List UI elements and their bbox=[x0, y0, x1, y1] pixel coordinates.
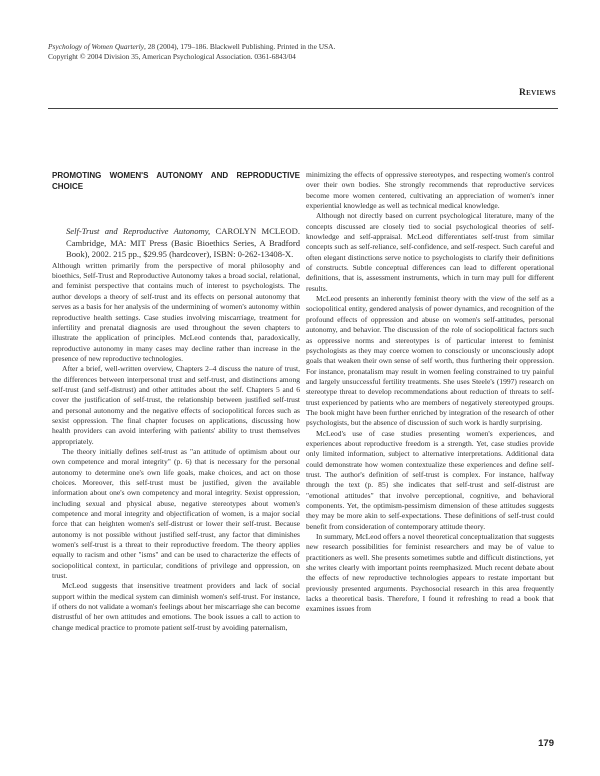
book-details: CAROLYN MCLEOD. Cambridge, MA: MIT Press (Basic Bioethics Series, A Bradford Book), 2002. 215 pp., $29.95 (hardcover), ISBN: 0-262-13408-X. bbox=[66, 226, 300, 260]
paragraph: minimizing the effects of oppressive stereotypes, and respecting women's control over their own bodies. She strongly recommends that reproductive services become more women centered, cultivating an appreciation of women's inner experiential knowledge as well as technical medical knowledge. bbox=[306, 170, 554, 211]
paragraph: The theory initially defines self-trust as "an attitude of optimism about our own competence and moral integrity" (p. 6) that is necessary for the personal autonomy to determine one's own life goals, make choices, and act on those choices. Moreover, this self-trust must be justified, given the available information about one's own competency and moral integrity. Sexist oppression, including sexual and physical abuse, negative stereotypes about women's competence and moral integrity and objectification of women, is a major social force that can heighten women's self-distrust or lower their self-trust. Because autonomy is not possible without justified self-trust, any factor that diminishes women's self-trust is a threat to their reproductive freedom. The theory applies equally to racism and other "isms" and can be used to characterize the effects of sociopolitical context, in particular, conditions of privilege and oppression, on trust. bbox=[52, 446, 300, 581]
paragraph: Although written primarily from the perspective of moral philosophy and bioethics, Self-Trust and Reproductive Autonomy takes a broad social, relational, and feminist perspective that contains much of interest to psychologists. The author develops a theory of self-trust and its effects on personal autonomy that serves as a basis for her analysis of the undermining of women's autonomy within reproductive health settings. Case studies involving miscarriage, treatment for infertility and prenatal diagnosis are used throughout the seven chapters to illustrate the application of principles. McLeod contends that, paradoxically, reproductive autonomy in many cases may decline rather than increase in the presence of new reproductive technologies. bbox=[52, 260, 300, 363]
book-reference bbox=[52, 226, 300, 261]
paragraph: Although not directly based on current psychological literature, many of the concepts discussed are closely tied to social psychological theories of self-knowledge and self-appraisal. McLeod differentiates self-trust from similar concepts such as self-reliance, self-confidence, and self-respect. Such careful and often elegant distinctions serve notice to psychologists to clarify their definitions of constructs. Subtle conceptual differences can lead to different operational definitions, that is, assessment instruments, which in turn may pull for different results. bbox=[306, 211, 554, 293]
article-title: PROMOTING WOMEN'S AUTONOMY AND REPRODUCTIVE CHOICE bbox=[52, 171, 300, 191]
paragraph: McLeod presents an inherently feminist theory with the view of the self as a sociopolitical entity, gendered analysis of power dynamics, and recognition of the profound effects of oppression and abuse on women's self-attitudes, personal autonomy, and behavior. The discussion of the role of sociopolitical factors such as oppressive norms and stereotypes is of particular interest to feminist psychologists as they may coerce women to consciously or unconsciously adopt goals that weaken their own sense of self worth, thus furthering their oppression. For instance, pronatalism may result in women feeling constrained to try painful and largely unsuccessful fertility treatments. She uses Steele's (1997) research on stereotype threat to develop recommendations about reduction of threats to self-trust experienced by patients who are members of negatively stereotyped groups. The book might have been further enriched by integration of the research of other psychologists, but the absence of discussion of such work is hardly surprising. bbox=[306, 294, 554, 428]
page-number: 179 bbox=[538, 738, 554, 749]
right-column bbox=[306, 170, 554, 615]
paragraph: In summary, McLeod offers a novel theoretical conceptualization that suggests new research possibilities for feminist researchers and may be of value to practitioners as well. She presents sometimes subtle and difficult distinctions, yet she writes clearly with important points reemphasized. Much recent debate about the effects of new reproductive technologies appears to restate important but previously presented arguments. Psychosocial research in this area frequently lacks a theoretical basis. Therefore, I found it refreshing to read a book that examines issues from bbox=[306, 532, 554, 614]
paragraph: After a brief, well-written overview, Chapters 2–4 discuss the nature of trust, the differences between interpersonal trust and self-trust, and distinctions among self-trust (and self-distrust) and other attitudes about the self. Chapters 5 and 6 cover the justification of self-trust, the relationship between justified self-trust and personal autonomy and the negative effects of sociopolitical forces such as sexist oppression. The final chapter focuses on applications, discussing how health providers can avoid interfering with patients' ability to trust themselves appropriately. bbox=[52, 364, 300, 446]
section-divider bbox=[48, 108, 558, 109]
citation-line bbox=[48, 42, 568, 52]
paragraph: McLeod's use of case studies presenting women's experiences, and experiences about reproductive freedom is a strength. Yet, case studies provide only limited information, subject to alternative interpretations. Additional data could demonstrate how women contextualize these experiences and define self-trust. The author's definition of self-trust is complex. For instance, halfway through the text (p. 85) she indicates that self-trust and self-distrust are "emotional attitudes" that involve perceptional, cognitive, and behavioral components. Yet, the optimism-pessimism dimension of these attitudes suggests they may be more akin to self-expectations. These definitions of self-trust could benefit from consideration of contemporary attitude theory. bbox=[306, 428, 554, 531]
book-title: Self-Trust and Reproductive Autonomy, bbox=[66, 226, 211, 236]
paragraph: McLeod suggests that insensitive treatment providers and lack of social support within the medical system can diminish women's self-trust. For instance, if others do not validate a woman's feelings about her miscarriage she can become distrustful of her own attitudes and emotions. The book issues a call to action to change medical practice to promote patient self-trust by avoiding paternalism, bbox=[52, 581, 301, 632]
left-column bbox=[52, 170, 300, 633]
journal-citation-header bbox=[48, 42, 568, 61]
citation-details: , 28 (2004), 179–186. Blackwell Publishing. Printed in the USA. bbox=[144, 42, 336, 51]
section-title: Reviews bbox=[519, 88, 556, 98]
copyright-line: Copyright © 2004 Division 35, American Psychological Association. 0361-6843/04 bbox=[48, 51, 296, 61]
journal-name: Psychology of Women Quarterly bbox=[48, 42, 144, 51]
